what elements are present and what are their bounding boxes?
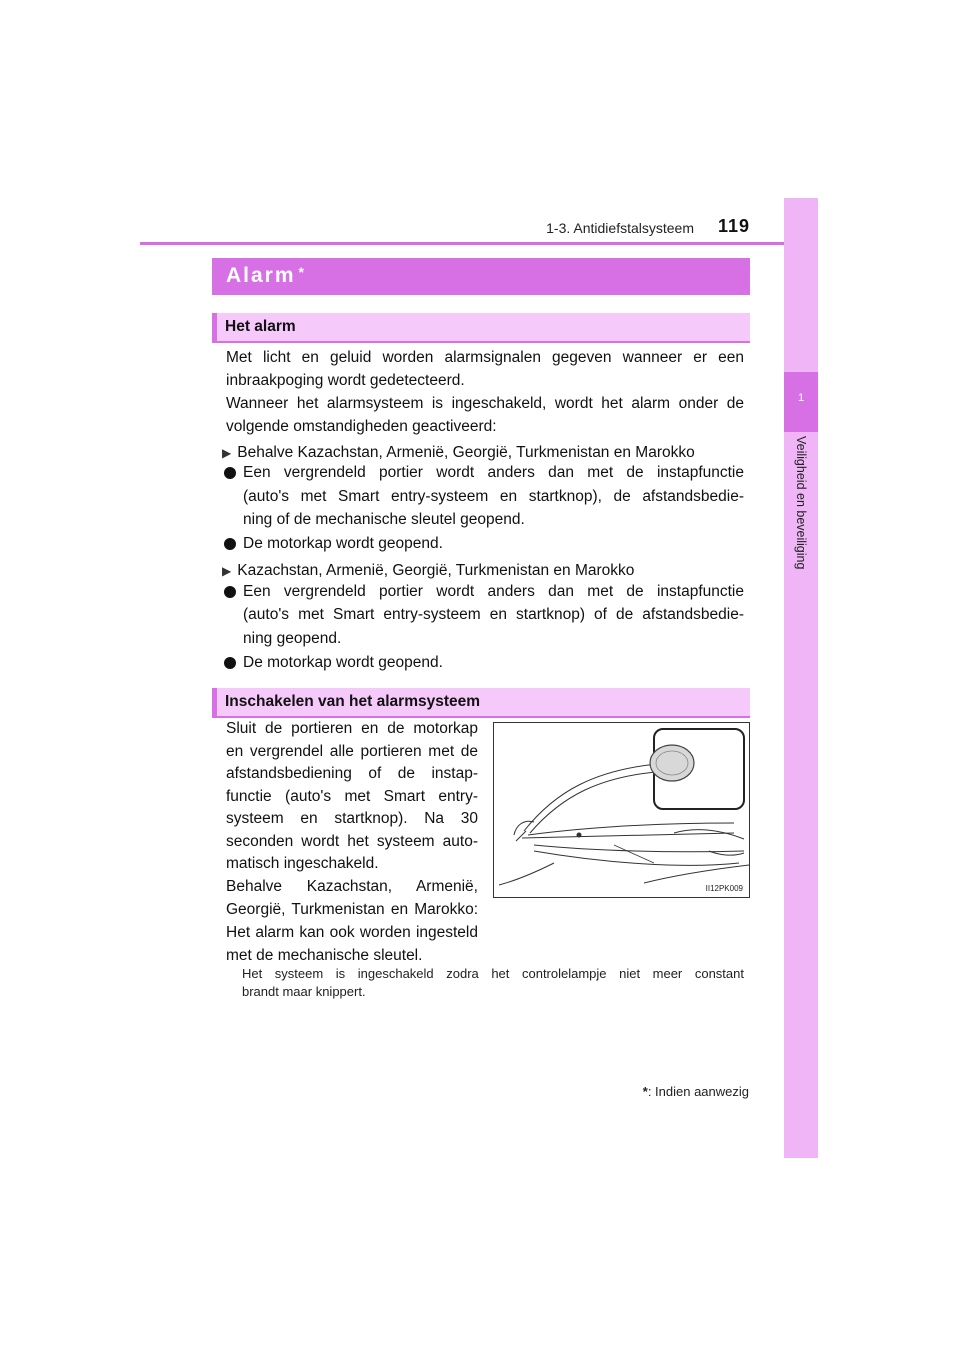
car-windshield-illustration (494, 723, 749, 897)
section-title: Alarm * (226, 264, 304, 287)
section-title-bar (212, 258, 750, 295)
list-item: ning of de mechanische sleutel geopend. (243, 511, 525, 528)
mechanical-key-note: Behalve Kazachstan, Armenië, Georgië, Turkmenistan en Marokko: Het alarm kan ook worden ingesteld met de mechanische sleutel. (226, 878, 478, 964)
bullet-icon (224, 657, 236, 669)
bullet-icon (224, 538, 236, 550)
footnote: *: Indien aanwezig (642, 1084, 749, 1099)
security-indicator-icon (650, 745, 694, 781)
windshield-indicator-figure (493, 722, 750, 898)
bullet-icon (224, 467, 236, 479)
header-rule (140, 242, 818, 245)
list-item: ning geopend. (243, 630, 342, 647)
chapter-number: 1 (797, 392, 805, 404)
list-item: De motorkap wordt geopend. (243, 535, 443, 552)
list-item: De motorkap wordt geopend. (243, 654, 443, 671)
bullet-icon (224, 586, 236, 598)
intro-line: volgende omstandigheden geactiveerd: (226, 418, 497, 435)
subheading-label: Inschakelen van het alarmsysteem (225, 693, 481, 710)
list-item: (auto's met Smart entry-systeem en startknop), de afstandsbedie- (243, 488, 744, 505)
figure-code: II12PK009 (705, 884, 743, 893)
chapter-title: Veiligheid en beveiliging (794, 436, 808, 570)
optional-asterisk: * (298, 264, 304, 280)
intro-line: Met licht en geluid worden alarmsignalen gegeven wanneer er een (226, 349, 744, 366)
subheading-label: Het alarm (225, 318, 296, 335)
intro-line: Wanneer het alarmsysteem is ingeschakeld, wordt het alarm onder de (226, 395, 744, 412)
region-condition-label: ▶ Kazachstan, Armenië, Georgië, Turkmenistan en Marokko (222, 562, 635, 579)
list-item: (auto's met Smart entry-systeem en startknop) of de afstandsbedie- (243, 606, 744, 623)
indicator-note-line: brandt maar knippert. (242, 984, 366, 999)
arming-instructions: Sluit de portieren en de motorkap en vergrendel alle portieren met de afstandsbediening of de instap- functie (auto's met Smart entry- systeem en startknop). Na 30 seconden wordt het systeem auto- matisch ingeschakeld. (226, 720, 478, 872)
chapter-number-tab[interactable] (784, 372, 818, 432)
list-item: Een vergrendeld portier wordt anders dan met de instapfunctie (243, 583, 744, 600)
triangle-bullet-icon: ▶ (222, 446, 232, 460)
page-number: 119 (718, 216, 751, 236)
section-label: 1-3. Antidiefstalsysteem (546, 220, 694, 236)
indicator-note-line: Het systeem is ingeschakeld zodra het controlelampje niet meer constant (242, 966, 744, 981)
subheading-het-alarm (212, 313, 750, 343)
list-item: Een vergrendeld portier wordt anders dan met de instapfunctie (243, 464, 744, 481)
intro-line: inbraakpoging wordt gedetecteerd. (226, 372, 465, 389)
chapter-title-vertical (784, 436, 818, 686)
triangle-bullet-icon: ▶ (222, 564, 232, 578)
subheading-inschakelen (212, 688, 750, 718)
footnote-asterisk: * (642, 1084, 648, 1099)
region-condition-label: ▶ Behalve Kazachstan, Armenië, Georgië, Turkmenistan en Marokko (222, 444, 695, 461)
